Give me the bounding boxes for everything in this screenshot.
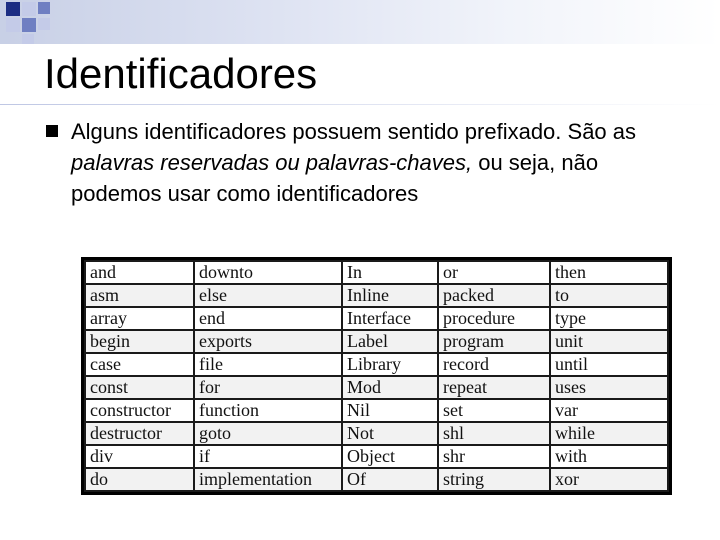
table-row (85, 330, 668, 353)
keyword-cell: array (85, 307, 194, 330)
keyword-cell: Mod (342, 376, 438, 399)
keyword-cell: until (550, 353, 668, 376)
keyword-cell: goto (194, 422, 342, 445)
keyword-cell: set (438, 399, 550, 422)
keyword-cell: asm (85, 284, 194, 307)
keyword-cell: div (85, 445, 194, 468)
keyword-cell: with (550, 445, 668, 468)
keyword-cell: Object (342, 445, 438, 468)
keyword-cell: constructor (85, 399, 194, 422)
keyword-cell: uses (550, 376, 668, 399)
keyword-cell: Library (342, 353, 438, 376)
keyword-cell: implementation (194, 468, 342, 491)
title-divider (0, 104, 720, 105)
keyword-cell: var (550, 399, 668, 422)
table-row (85, 422, 668, 445)
reserved-words-table (84, 260, 669, 492)
keyword-cell: shl (438, 422, 550, 445)
keyword-cell: type (550, 307, 668, 330)
keyword-cell: and (85, 261, 194, 284)
keyword-cell: exports (194, 330, 342, 353)
keyword-cell: destructor (85, 422, 194, 445)
keyword-cell: file (194, 353, 342, 376)
keyword-cell: or (438, 261, 550, 284)
keyword-cell: program (438, 330, 550, 353)
table-row (85, 468, 668, 491)
keyword-cell: function (194, 399, 342, 422)
table-row (85, 376, 668, 399)
keyword-cell: record (438, 353, 550, 376)
keyword-cell: packed (438, 284, 550, 307)
keyword-cell: xor (550, 468, 668, 491)
bullet-text-part-2: ou seja, não podemos usar como identificadores (71, 150, 599, 206)
keyword-cell: Label (342, 330, 438, 353)
keyword-cell: end (194, 307, 342, 330)
keyword-cell: do (85, 468, 194, 491)
header-band (0, 0, 720, 44)
keyword-cell: then (550, 261, 668, 284)
keyword-cell: if (194, 445, 342, 468)
keyword-cell: while (550, 422, 668, 445)
table-row (85, 445, 668, 468)
keyword-cell: procedure (438, 307, 550, 330)
table-row (85, 353, 668, 376)
keyword-cell: Interface (342, 307, 438, 330)
keyword-cell: repeat (438, 376, 550, 399)
keyword-cell: Not (342, 422, 438, 445)
bullet-text-italic: palavras reservadas ou palavras-chaves, (71, 150, 473, 175)
keyword-cell: case (85, 353, 194, 376)
keyword-cell: Nil (342, 399, 438, 422)
bullet-text (71, 116, 671, 209)
table-row (85, 261, 668, 284)
keyword-cell: begin (85, 330, 194, 353)
slide-title: Identificadores (44, 50, 318, 97)
bullet-text-part-1: Alguns identificadores possuem sentido prefixado. São as (71, 119, 637, 144)
keyword-cell: for (194, 376, 342, 399)
keyword-cell: string (438, 468, 550, 491)
keyword-cell: Inline (342, 284, 438, 307)
keyword-cell: to (550, 284, 668, 307)
keyword-cell: downto (194, 261, 342, 284)
keyword-cell: unit (550, 330, 668, 353)
keyword-cell: else (194, 284, 342, 307)
bullet-square-icon (46, 125, 58, 137)
table-row (85, 307, 668, 330)
table-row (85, 284, 668, 307)
keyword-cell: Of (342, 468, 438, 491)
table-row (85, 399, 668, 422)
keyword-cell: shr (438, 445, 550, 468)
keyword-cell: In (342, 261, 438, 284)
keyword-cell: const (85, 376, 194, 399)
